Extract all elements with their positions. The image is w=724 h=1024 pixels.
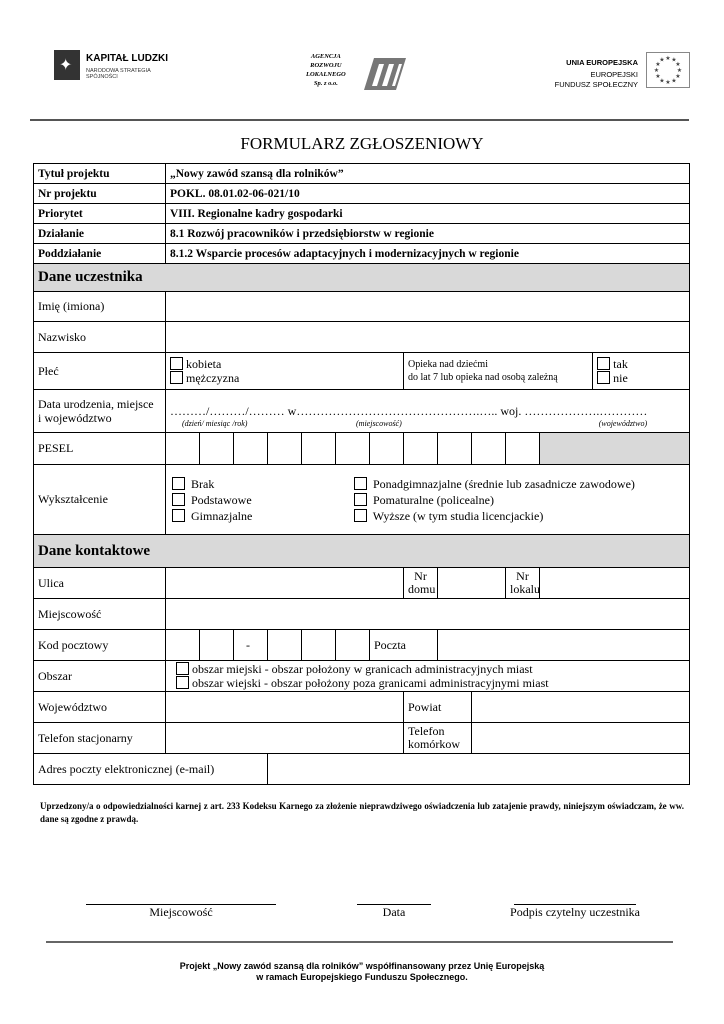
childcare-no-checkbox[interactable] xyxy=(597,371,610,384)
edu-higher-label: Wyższe (w tym studia licencjackie) xyxy=(372,508,544,523)
pesel-digit-cell[interactable] xyxy=(166,433,200,465)
childcare-label: Opieka nad dziećmi do lat 7 lub opieka nad osobą zależną xyxy=(404,353,593,389)
signature-label: Podpis czytelny uczestnika xyxy=(510,905,640,919)
post-office-label: Poczta xyxy=(370,630,438,661)
project-value: POKL. 08.01.02-06-021/10 xyxy=(166,184,690,204)
kapital-ludzki-logo xyxy=(40,40,180,96)
phone-row xyxy=(34,723,690,754)
svg-text:★: ★ xyxy=(675,73,681,80)
pesel-digit-cell[interactable] xyxy=(200,433,234,465)
birth-voivodeship-hint: (województwo) xyxy=(598,419,648,428)
postal-digit-cell[interactable] xyxy=(302,630,336,661)
edu-upper-secondary-checkbox[interactable] xyxy=(354,477,367,490)
birth-row xyxy=(34,390,690,433)
footer-line2: w ramach Europejskiego Funduszu Społecznego. xyxy=(256,972,468,982)
pesel-digit-cell[interactable] xyxy=(370,433,404,465)
area-label: Obszar xyxy=(34,661,166,692)
svg-text:★: ★ xyxy=(665,55,671,62)
district-field[interactable] xyxy=(472,692,690,723)
landline-field[interactable] xyxy=(166,723,404,754)
project-number-row xyxy=(34,184,690,204)
city-label: Miejscowość xyxy=(34,599,166,630)
footer-text xyxy=(0,961,724,983)
area-row xyxy=(34,661,690,692)
svg-text:★: ★ xyxy=(659,56,665,64)
sex-row xyxy=(34,353,690,390)
education-label: Wykształcenie xyxy=(34,465,166,535)
action-row xyxy=(34,224,690,244)
pesel-digit-cell[interactable] xyxy=(268,433,302,465)
voivodeship-row xyxy=(34,692,690,723)
area-rural-label: obszar wiejski - obszar położony poza granicami administracyjnymi miast xyxy=(192,676,549,690)
edu-primary-label: Podstawowe xyxy=(191,492,252,507)
edu-lower-secondary-label: Gimnazjalne xyxy=(191,508,253,523)
priority-row xyxy=(34,204,690,224)
eu-logo-line2: EUROPEJSKI xyxy=(590,70,638,79)
pesel-digit-cell[interactable] xyxy=(506,433,540,465)
voivodeship-label: Województwo xyxy=(34,692,166,723)
svg-text:★: ★ xyxy=(653,67,660,74)
participant-section-heading: Dane uczestnika xyxy=(34,264,690,292)
mobile-field[interactable] xyxy=(472,723,690,754)
agencja-logo-text: AGENCJA ROZWOJU LOKALNEGO Sp. z o.o. xyxy=(306,53,346,87)
female-label: kobieta xyxy=(186,357,222,371)
star-icon xyxy=(54,50,80,80)
pesel-label: PESEL xyxy=(34,433,166,465)
edu-none-label: Brak xyxy=(191,476,215,491)
project-title-row xyxy=(34,164,690,184)
landline-label: Telefon stacjonarny xyxy=(34,723,166,754)
house-number-label: Nr domu xyxy=(404,568,438,599)
education-options xyxy=(166,465,690,535)
house-number-field[interactable] xyxy=(438,568,506,599)
declaration-text: Uprzedzony/a o odpowiedzialności karnej z art. 233 Kodeksu Karnego za złożenie nieprawdziwego oświadczenia lub zatajenie prawdy, niniejszym oświadczam, że ww. dane są zgodne z prawdą. xyxy=(40,801,684,824)
svg-text:★: ★ xyxy=(671,56,677,64)
svg-text:★: ★ xyxy=(671,77,677,85)
eu-flag-icon xyxy=(646,52,690,88)
email-field[interactable] xyxy=(268,754,690,785)
kapital-logo-title: KAPITAŁ LUDZKI xyxy=(86,53,169,64)
pesel-digit-cell[interactable] xyxy=(404,433,438,465)
sex-options xyxy=(166,353,404,390)
kapital-logo-subtitle: NARODOWA STRATEGIA SPÓJNOŚCI xyxy=(86,68,151,80)
postal-digit-cell[interactable] xyxy=(268,630,302,661)
street-field[interactable] xyxy=(166,568,404,599)
project-label: Nr projektu xyxy=(34,184,166,204)
eu-logo xyxy=(546,48,692,96)
pesel-digit-cell[interactable] xyxy=(336,433,370,465)
pesel-digit-cell[interactable] xyxy=(472,433,506,465)
last-name-label: Nazwisko xyxy=(34,322,166,353)
postal-dash: - xyxy=(234,630,268,661)
project-label: Priorytet xyxy=(34,204,166,224)
flat-number-field[interactable] xyxy=(540,568,690,599)
project-label: Poddziałanie xyxy=(34,244,166,264)
area-urban-label: obszar miejski - obszar położony w granicach administracyjnych miast xyxy=(192,662,533,676)
email-row xyxy=(34,754,690,785)
pesel-digit-cell[interactable] xyxy=(438,433,472,465)
pesel-digit-cell[interactable] xyxy=(302,433,336,465)
flat-number-label: Nr lokalu xyxy=(506,568,540,599)
last-name-field[interactable] xyxy=(166,322,690,353)
participant-section-row xyxy=(34,264,690,292)
first-name-row xyxy=(34,292,690,322)
district-label: Powiat xyxy=(404,692,472,723)
email-label: Adres poczty elektronicznej (e-mail) xyxy=(34,754,268,785)
svg-text:★: ★ xyxy=(665,79,671,86)
male-label: mężczyzna xyxy=(186,371,240,385)
childcare-options xyxy=(593,353,690,389)
edu-lower-secondary-checkbox[interactable] xyxy=(172,509,185,522)
birth-date-hint: (dzień/ miesiąc /rok) xyxy=(182,419,248,428)
edu-post-secondary-label: Pomaturalne (policealne) xyxy=(373,492,494,507)
last-name-row xyxy=(34,322,690,353)
subaction-row xyxy=(34,244,690,264)
birth-place-hint: (miejscowość) xyxy=(356,419,402,428)
footer-line1: Projekt „Nowy zawód szansą dla rolników” współfinansowany przez Unię Europejską xyxy=(179,961,545,971)
sex-label: Płeć xyxy=(34,353,166,390)
area-options xyxy=(166,661,690,692)
edu-upper-secondary-label: Ponadgimnazjalne (średnie lub zasadnicze zawodowe) xyxy=(373,476,635,491)
agencja-mark-icon xyxy=(358,52,408,92)
postal-digit-cell[interactable] xyxy=(336,630,370,661)
eu-logo-line3: FUNDUSZ SPOŁECZNY xyxy=(554,80,638,89)
pesel-digit-cell[interactable] xyxy=(234,433,268,465)
postal-digit-cell[interactable] xyxy=(200,630,234,661)
pesel-filler xyxy=(540,433,690,465)
svg-text:★: ★ xyxy=(675,61,681,68)
street-label: Ulica xyxy=(34,568,166,599)
birth-label: Data urodzenia, miejsce i województwo xyxy=(34,390,166,433)
birth-field[interactable] xyxy=(166,390,690,433)
edu-higher-checkbox[interactable] xyxy=(354,509,367,522)
childcare-no-label: nie xyxy=(613,371,628,385)
male-checkbox[interactable] xyxy=(170,371,183,384)
project-label: Tytuł projektu xyxy=(34,164,166,184)
form-title: FORMULARZ ZGŁOSZENIOWY xyxy=(240,134,484,153)
post-office-field[interactable] xyxy=(438,630,690,661)
childcare-yes-label: tak xyxy=(613,357,628,371)
voivodeship-field[interactable] xyxy=(166,692,404,723)
edu-primary-checkbox[interactable] xyxy=(172,493,185,506)
edu-none-checkbox[interactable] xyxy=(172,477,185,490)
edu-post-secondary-checkbox[interactable] xyxy=(354,493,367,506)
project-value: VIII. Regionalne kadry gospodarki xyxy=(166,204,690,224)
contact-section-heading: Dane kontaktowe xyxy=(34,535,690,568)
project-value: „Nowy zawód szansą dla rolników” xyxy=(166,164,690,184)
childcare-yes-checkbox[interactable] xyxy=(597,357,610,370)
project-value: 8.1 Rozwój pracowników i przedsiębiorstw w regionie xyxy=(166,224,690,244)
street-row xyxy=(34,568,690,599)
svg-text:★: ★ xyxy=(655,73,661,80)
contact-section-row xyxy=(34,535,690,568)
registration-form-table xyxy=(33,163,690,785)
svg-text:★: ★ xyxy=(676,67,683,74)
birth-dotted-line: ………/………/……… w……………………………………….….. woj. ……………….………… xyxy=(170,404,648,418)
city-field[interactable] xyxy=(166,599,690,630)
project-value: 8.1.2 Wsparcie procesów adaptacyjnych i modernizacyjnych w regionie xyxy=(166,244,690,264)
header-divider xyxy=(30,119,689,121)
eu-logo-line1: UNIA EUROPEJSKA xyxy=(566,58,638,67)
postal-label: Kod pocztowy xyxy=(34,630,166,661)
female-checkbox[interactable] xyxy=(170,357,183,370)
postal-digit-cell[interactable] xyxy=(166,630,200,661)
date-label: Data xyxy=(382,905,406,919)
footer-divider xyxy=(46,941,673,943)
postal-row xyxy=(34,630,690,661)
pesel-row xyxy=(34,433,690,465)
first-name-label: Imię (imiona) xyxy=(34,292,166,322)
project-label: Działanie xyxy=(34,224,166,244)
area-urban-checkbox[interactable] xyxy=(176,662,189,675)
agencja-rozwoju-logo xyxy=(300,48,415,100)
city-row xyxy=(34,599,690,630)
mobile-label: Telefon komórkow xyxy=(404,723,472,754)
svg-text:★: ★ xyxy=(659,77,665,85)
place-label: Miejscowość xyxy=(149,905,213,919)
first-name-field[interactable] xyxy=(166,292,690,322)
svg-text:★: ★ xyxy=(655,61,661,68)
education-row xyxy=(34,465,690,535)
area-rural-checkbox[interactable] xyxy=(176,676,189,689)
